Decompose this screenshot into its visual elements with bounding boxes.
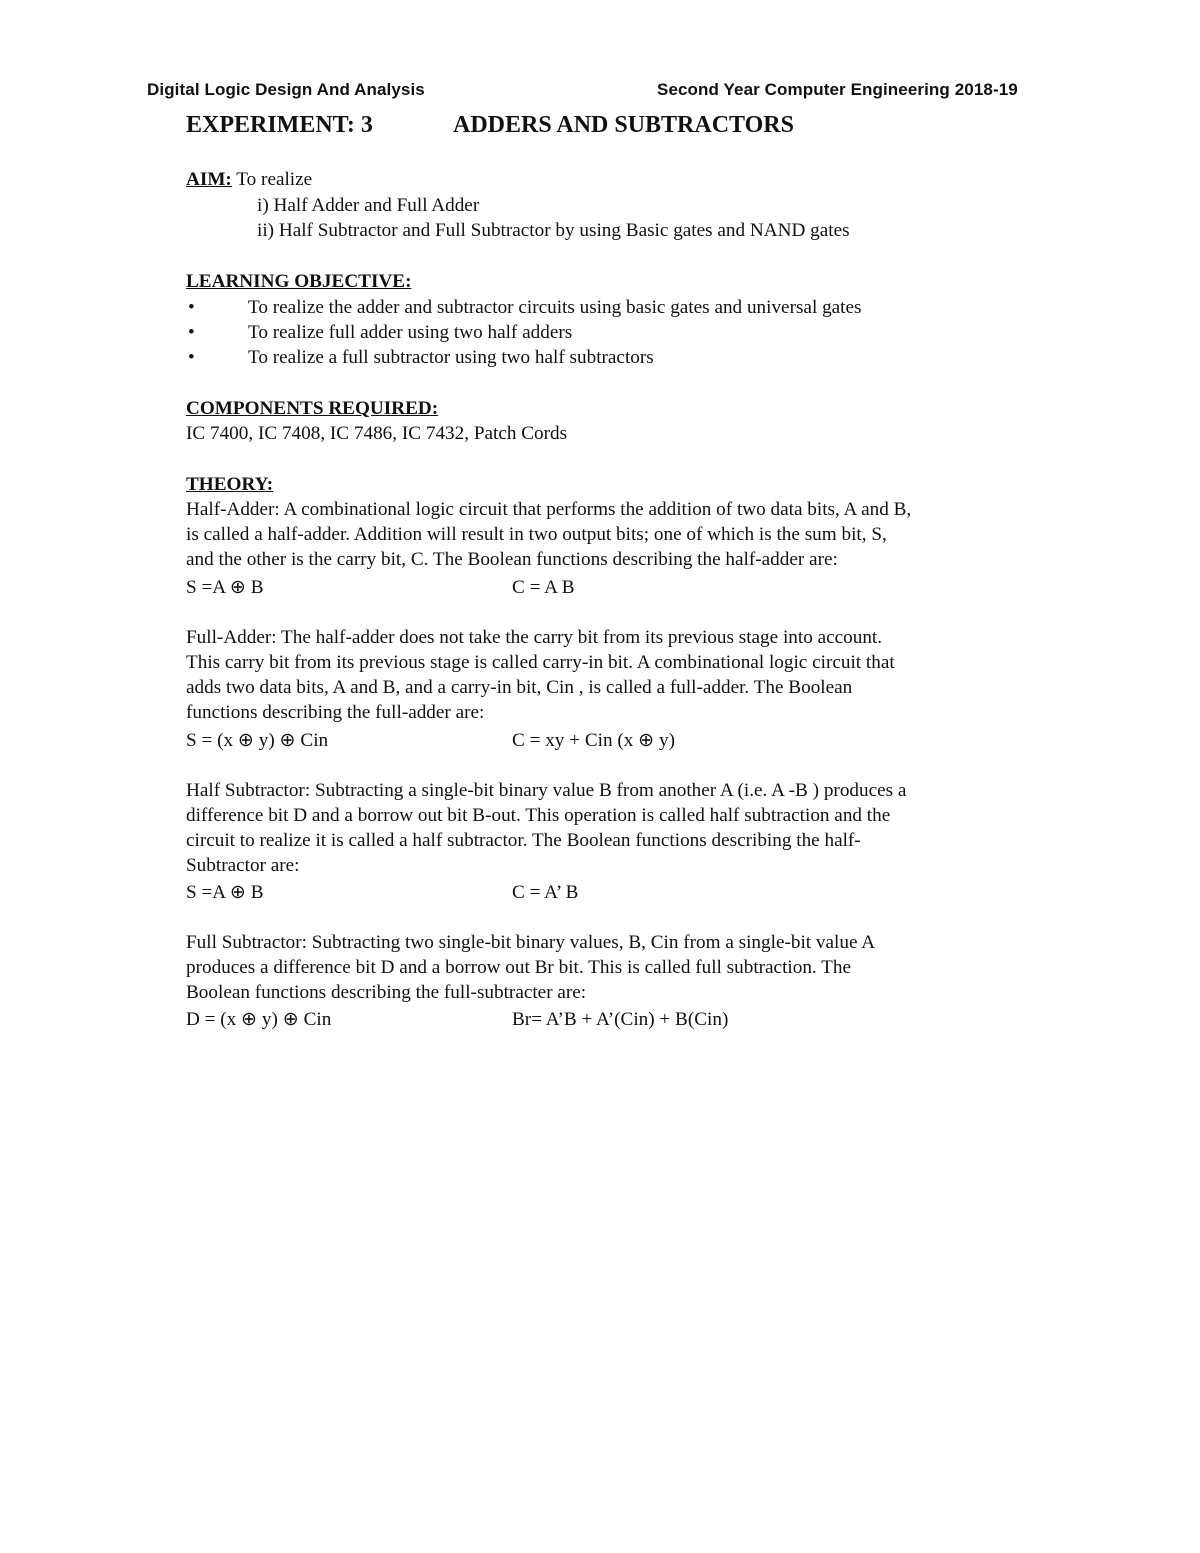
- half-subtractor-difference-equation: S =A ⊕ B: [186, 882, 264, 903]
- full-adder-equations: [186, 728, 1026, 754]
- half-subtractor-line-4: Subtractor are:: [186, 855, 300, 876]
- half-adder-equations: [186, 575, 1026, 601]
- aim-item-1: i) Half Adder and Full Adder: [257, 195, 480, 216]
- half-subtractor-line-3: circuit to realize it is called a half subtractor. The Boolean functions describing the half-: [186, 830, 861, 851]
- bullet-icon: •: [188, 322, 195, 343]
- aim-line: [186, 167, 312, 192]
- bullet-icon: •: [188, 297, 195, 318]
- full-adder-line-4: functions describing the full-adder are:: [186, 702, 485, 723]
- full-subtractor-line-3: Boolean functions describing the full-subtracter are:: [186, 982, 587, 1003]
- full-adder-carry-equation: C = xy + Cin (x ⊕ y): [512, 730, 675, 751]
- full-subtractor-borrow-equation: Br= A’B + A’(Cin) + B(Cin): [512, 1009, 729, 1030]
- objective-text: To realize the adder and subtractor circuits using basic gates and universal gates: [248, 297, 862, 318]
- half-subtractor-line-2: difference bit D and a borrow out bit B-out. This operation is called half subtraction and the: [186, 805, 891, 826]
- full-adder-line-2: This carry bit from its previous stage is called carry-in bit. A combinational logic circuit that: [186, 652, 895, 673]
- full-subtractor-line-1: Full Subtractor: Subtracting two single-bit binary values, B, Cin from a single-bit value A: [186, 932, 876, 953]
- header-course-title: Digital Logic Design And Analysis: [147, 80, 425, 99]
- components-list: IC 7400, IC 7408, IC 7486, IC 7432, Patch Cords: [186, 423, 568, 444]
- full-adder-line-3: adds two data bits, A and B, and a carry-in bit, Cin , is called a full-adder. The Boolean: [186, 677, 853, 698]
- half-subtractor-line-1: Half Subtractor: Subtracting a single-bit binary value B from another A (i.e. A -B ) produces a: [186, 780, 907, 801]
- half-adder-line-2: is called a half-adder. Addition will result in two output bits; one of which is the sum bit, S,: [186, 524, 887, 545]
- aim-text: To realize: [231, 169, 313, 190]
- objective-text: To realize a full subtractor using two half subtractors: [248, 347, 654, 368]
- header-class-year: Second Year Computer Engineering 2018-19: [657, 80, 1018, 99]
- half-adder-carry-equation: C = A B: [512, 577, 575, 598]
- full-subtractor-difference-equation: D = (x ⊕ y) ⊕ Cin: [186, 1009, 332, 1030]
- components-heading: COMPONENTS REQUIRED:: [186, 398, 439, 419]
- aim-item-2: ii) Half Subtractor and Full Subtractor by using Basic gates and NAND gates: [257, 220, 850, 241]
- experiment-name: ADDERS AND SUBTRACTORS: [453, 112, 794, 138]
- theory-heading: THEORY:: [186, 474, 274, 495]
- learning-objective-heading: LEARNING OBJECTIVE:: [186, 271, 412, 292]
- half-adder-line-1: Half-Adder: A combinational logic circuit that performs the addition of two data bits, A and B,: [186, 499, 912, 520]
- half-subtractor-equations: [186, 880, 1026, 906]
- experiment-number: EXPERIMENT: 3: [186, 112, 373, 138]
- full-subtractor-equations: [186, 1007, 1026, 1033]
- bullet-icon: •: [188, 347, 195, 368]
- full-subtractor-line-2: produces a difference bit D and a borrow out Br bit. This is called full subtraction. The: [186, 957, 851, 978]
- full-adder-line-1: Full-Adder: The half-adder does not take the carry bit from its previous stage into account.: [186, 627, 883, 648]
- half-adder-line-3: and the other is the carry bit, C. The Boolean functions describing the half-adder are:: [186, 549, 838, 570]
- aim-heading: AIM:: [186, 169, 232, 190]
- half-adder-sum-equation: S =A ⊕ B: [186, 577, 264, 598]
- objective-text: To realize full adder using two half adders: [248, 322, 573, 343]
- half-subtractor-borrow-equation: C = A’ B: [512, 882, 579, 903]
- full-adder-sum-equation: S = (x ⊕ y) ⊕ Cin: [186, 730, 329, 751]
